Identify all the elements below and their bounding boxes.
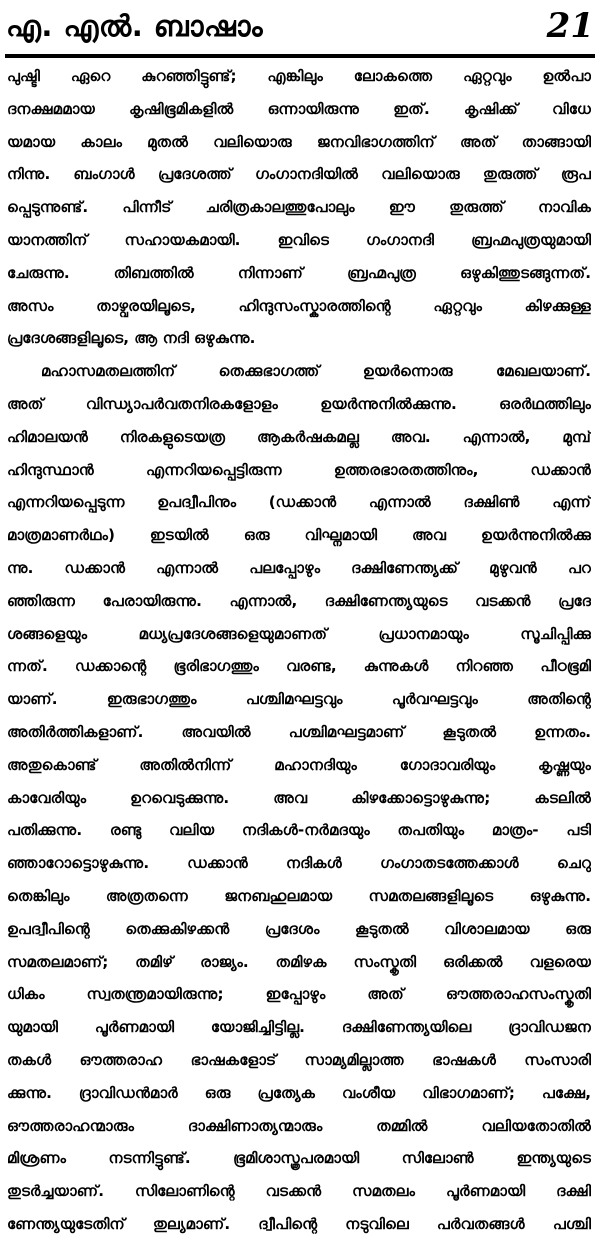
text-line: ശങ്ങളെയും മധ്യപ്രദേശങ്ങളെയുമാണത് പ്രധാനമായും സൂചിപ്പിക്കു [7, 624, 591, 643]
text-line: ഞ്ഞാറോട്ടൊഴുകുന്നു. ഡക്കാൻ നദികൾ ഗംഗാതടത്തേക്കാൾ ചെറു [7, 854, 591, 873]
text-line: ഞ്ഞിരുന്ന പേരായിരുന്നു. എന്നാൽ, ദക്ഷിണേന്ത്യയുടെ വടക്കൻ പ്രദേ [7, 591, 591, 610]
text-line: ക്കുന്നു. ദ്രാവിഡൻമാർ ഒരു പ്രത്യേക വംശീയ വിഭാഗമാണ്; പക്ഷേ, [7, 1083, 591, 1102]
text-line: തെങ്കിലും അത്രതന്നെ ജനബഹുലമായ സമതലങ്ങളിലൂടെ ഒഴുകുന്നു. [7, 886, 591, 905]
text-line: യാനത്തിന് സഹായകമായി. ഇവിടെ ഗംഗാനദി ബ്രഹ്മപുത്രയുമായി [7, 230, 591, 249]
header-rule [5, 54, 595, 58]
text-line: ഹിന്ദുസ്ഥാൻ എന്നറിയപ്പെട്ടിരുന്ന ഉത്തരഭാരതത്തിനും, ഡക്കാൻ [7, 460, 591, 479]
text-line: ഔത്തരാഹന്മാരും ദാക്ഷിണാത്യന്മാരും തമ്മിൽ വലിയതോതിൽ [7, 1116, 591, 1135]
text-line: തകൾ ഔത്തരാഹ ഭാഷകളോട് സാമ്യമില്ലാത്ത ഭാഷകൾ സംസാരി [7, 1050, 591, 1069]
body-text [7, 60, 591, 1241]
text-line: യമായ കാലം മുതൽ വലിയൊരു ജനവിഭാഗത്തിന് അത് താങ്ങായി [7, 132, 591, 151]
text-line: അതിർത്തികളാണ്. അവയിൽ പശ്ചിമഘട്ടമാണ് കൂടുതൽ ഉന്നതം. [7, 722, 591, 741]
text-line: മാത്രമാണർഥം) ഇടയിൽ ഒരു വിഘ്നമായി അവ ഉയർന്നുനിൽക്കു [7, 526, 591, 545]
text-line: പ്രദേശങ്ങളിലൂടെ, ആ നദി ഒഴുകുന്നു. [7, 329, 256, 348]
text-line: അതുകൊണ്ട് അതിൽനിന്ന് മഹാനദിയും ഗോദാവരിയും കൃഷ്ണയും [7, 755, 591, 774]
text-line: ന്നത്. ഡക്കാന്റെ ഭൂരിഭാഗത്തും വരണ്ട, കുന്നുകൾ നിറഞ്ഞ പീഠഭൂമി [7, 657, 591, 676]
page-header [6, 0, 594, 50]
text-line: ചേരുന്നു. തിബത്തിൽ നിന്നാണ് ബ്രഹ്മപുത്ര ഒഴുകിത്തുടങ്ങുന്നത്. [7, 263, 591, 282]
text-line: യുമായി പൂർണമായി യോജിച്ചിട്ടില്ല. ദക്ഷിണേന്ത്യയിലെ ദ്രാവിഡജന [7, 1018, 591, 1037]
text-line: യാണ്. ഇരുഭാഗത്തും പശ്ചിമഘട്ടവും പൂർവഘട്ടവും അതിന്റെ [7, 690, 591, 709]
text-line: എന്നറിയപ്പെടുന്ന ഉപദ്വീപിനും (ഡക്കാൻ എന്നാൽ ദക്ഷിൺ എന്ന് [7, 493, 591, 512]
text-line: പ്പെടുന്നുണ്ട്. പിന്നീട് ചരിത്രകാലത്തുപോലും ഈ തുരുത്ത് നാവിക [7, 198, 591, 217]
text-line: ഹിമാലയൻ നിരകളുടെയത്ര ആകർഷകമല്ല അവ. എന്നാൽ, മുമ്പ് [7, 427, 591, 446]
text-line: മഹാസമതലത്തിന് തെക്കുഭാഗത്ത് ഉയർന്നൊരു മേഖലയാണ്. [41, 362, 591, 381]
text-line: ദനക്ഷമമായ കൃഷിഭൂമികളിൽ ഒന്നായിരുന്നു ഇത്. കൃഷിക്ക് വിധേ [7, 99, 591, 118]
text-line: ന്നു. ഡക്കാൻ എന്നാൽ പലപ്പോഴും ദക്ഷിണേന്ത്യക്ക് മുഴുവൻ പറ [7, 558, 591, 577]
text-line: അസം താഴ്വരയിലൂടെ, ഹിന്ദുസംസ്കാരത്തിന്റെ ഏറ്റവും കിഴക്കുള്ള [7, 296, 591, 315]
text-line: ഉപദ്വീപിന്റെ തെക്കുകിഴക്കൻ പ്രദേശം കൂടുതൽ വിശാലമായ ഒരു [7, 919, 591, 938]
text-line: അത് വിന്ധ്യാപർവതനിരകളോളം ഉയർന്നുനിൽക്കുന്നു. ഒരർഥത്തിലും [7, 394, 591, 413]
page-number: 21 [546, 6, 594, 46]
text-line: കാവേരിയും ഉറവെടുക്കുന്നു. അവ കിഴക്കോട്ടൊഴുകുന്നു; കടലിൽ [7, 788, 591, 807]
text-line: മിശ്രണം നടന്നിട്ടുണ്ട്. ഭൂമിശാസ്ത്രപരമായി സിലോൺ ഇന്ത്യയുടെ [7, 1149, 591, 1168]
text-line: ധികം സ്വതന്ത്രമായിരുന്നു; ഇപ്പോഴും അത് ഔത്തരാഹസംസ്കൃതി [7, 985, 591, 1004]
text-line: നിന്നു. ബംഗാൾ പ്രദേശത്ത് ഗംഗാനദിയിൽ വലിയൊരു തുരുത്ത് രൂപ [7, 165, 591, 184]
text-line: സമതലമാണ്; തമിഴ് രാജ്യം. തമിഴക സംസ്കൃതി ഒരിക്കൽ വളരെയ [7, 952, 591, 971]
text-line: തുടർച്ചയാണ്. സിലോണിന്റെ വടക്കൻ സമതലം പൂർണമായി ദക്ഷി [7, 1182, 591, 1201]
text-line: പതിക്കുന്നു. രണ്ടു വലിയ നദികൾ-നർമദയും തപതിയും മാത്രം- പടി [7, 821, 591, 840]
text-line: പുഷ്ടി ഏറെ കുറഞ്ഞിട്ടുണ്ട്; എങ്കിലും ലോകത്തെ ഏറ്റവും ഉൽപാ [7, 67, 591, 85]
running-title: എ. എൽ. ബാഷാം [6, 9, 264, 43]
text-line: ണേന്ത്യയുടേതിന് തുല്യമാണ്. ദ്വീപിന്റെ നടുവിലെ പർവതങ്ങൾ പശ്ചി [7, 1214, 591, 1233]
